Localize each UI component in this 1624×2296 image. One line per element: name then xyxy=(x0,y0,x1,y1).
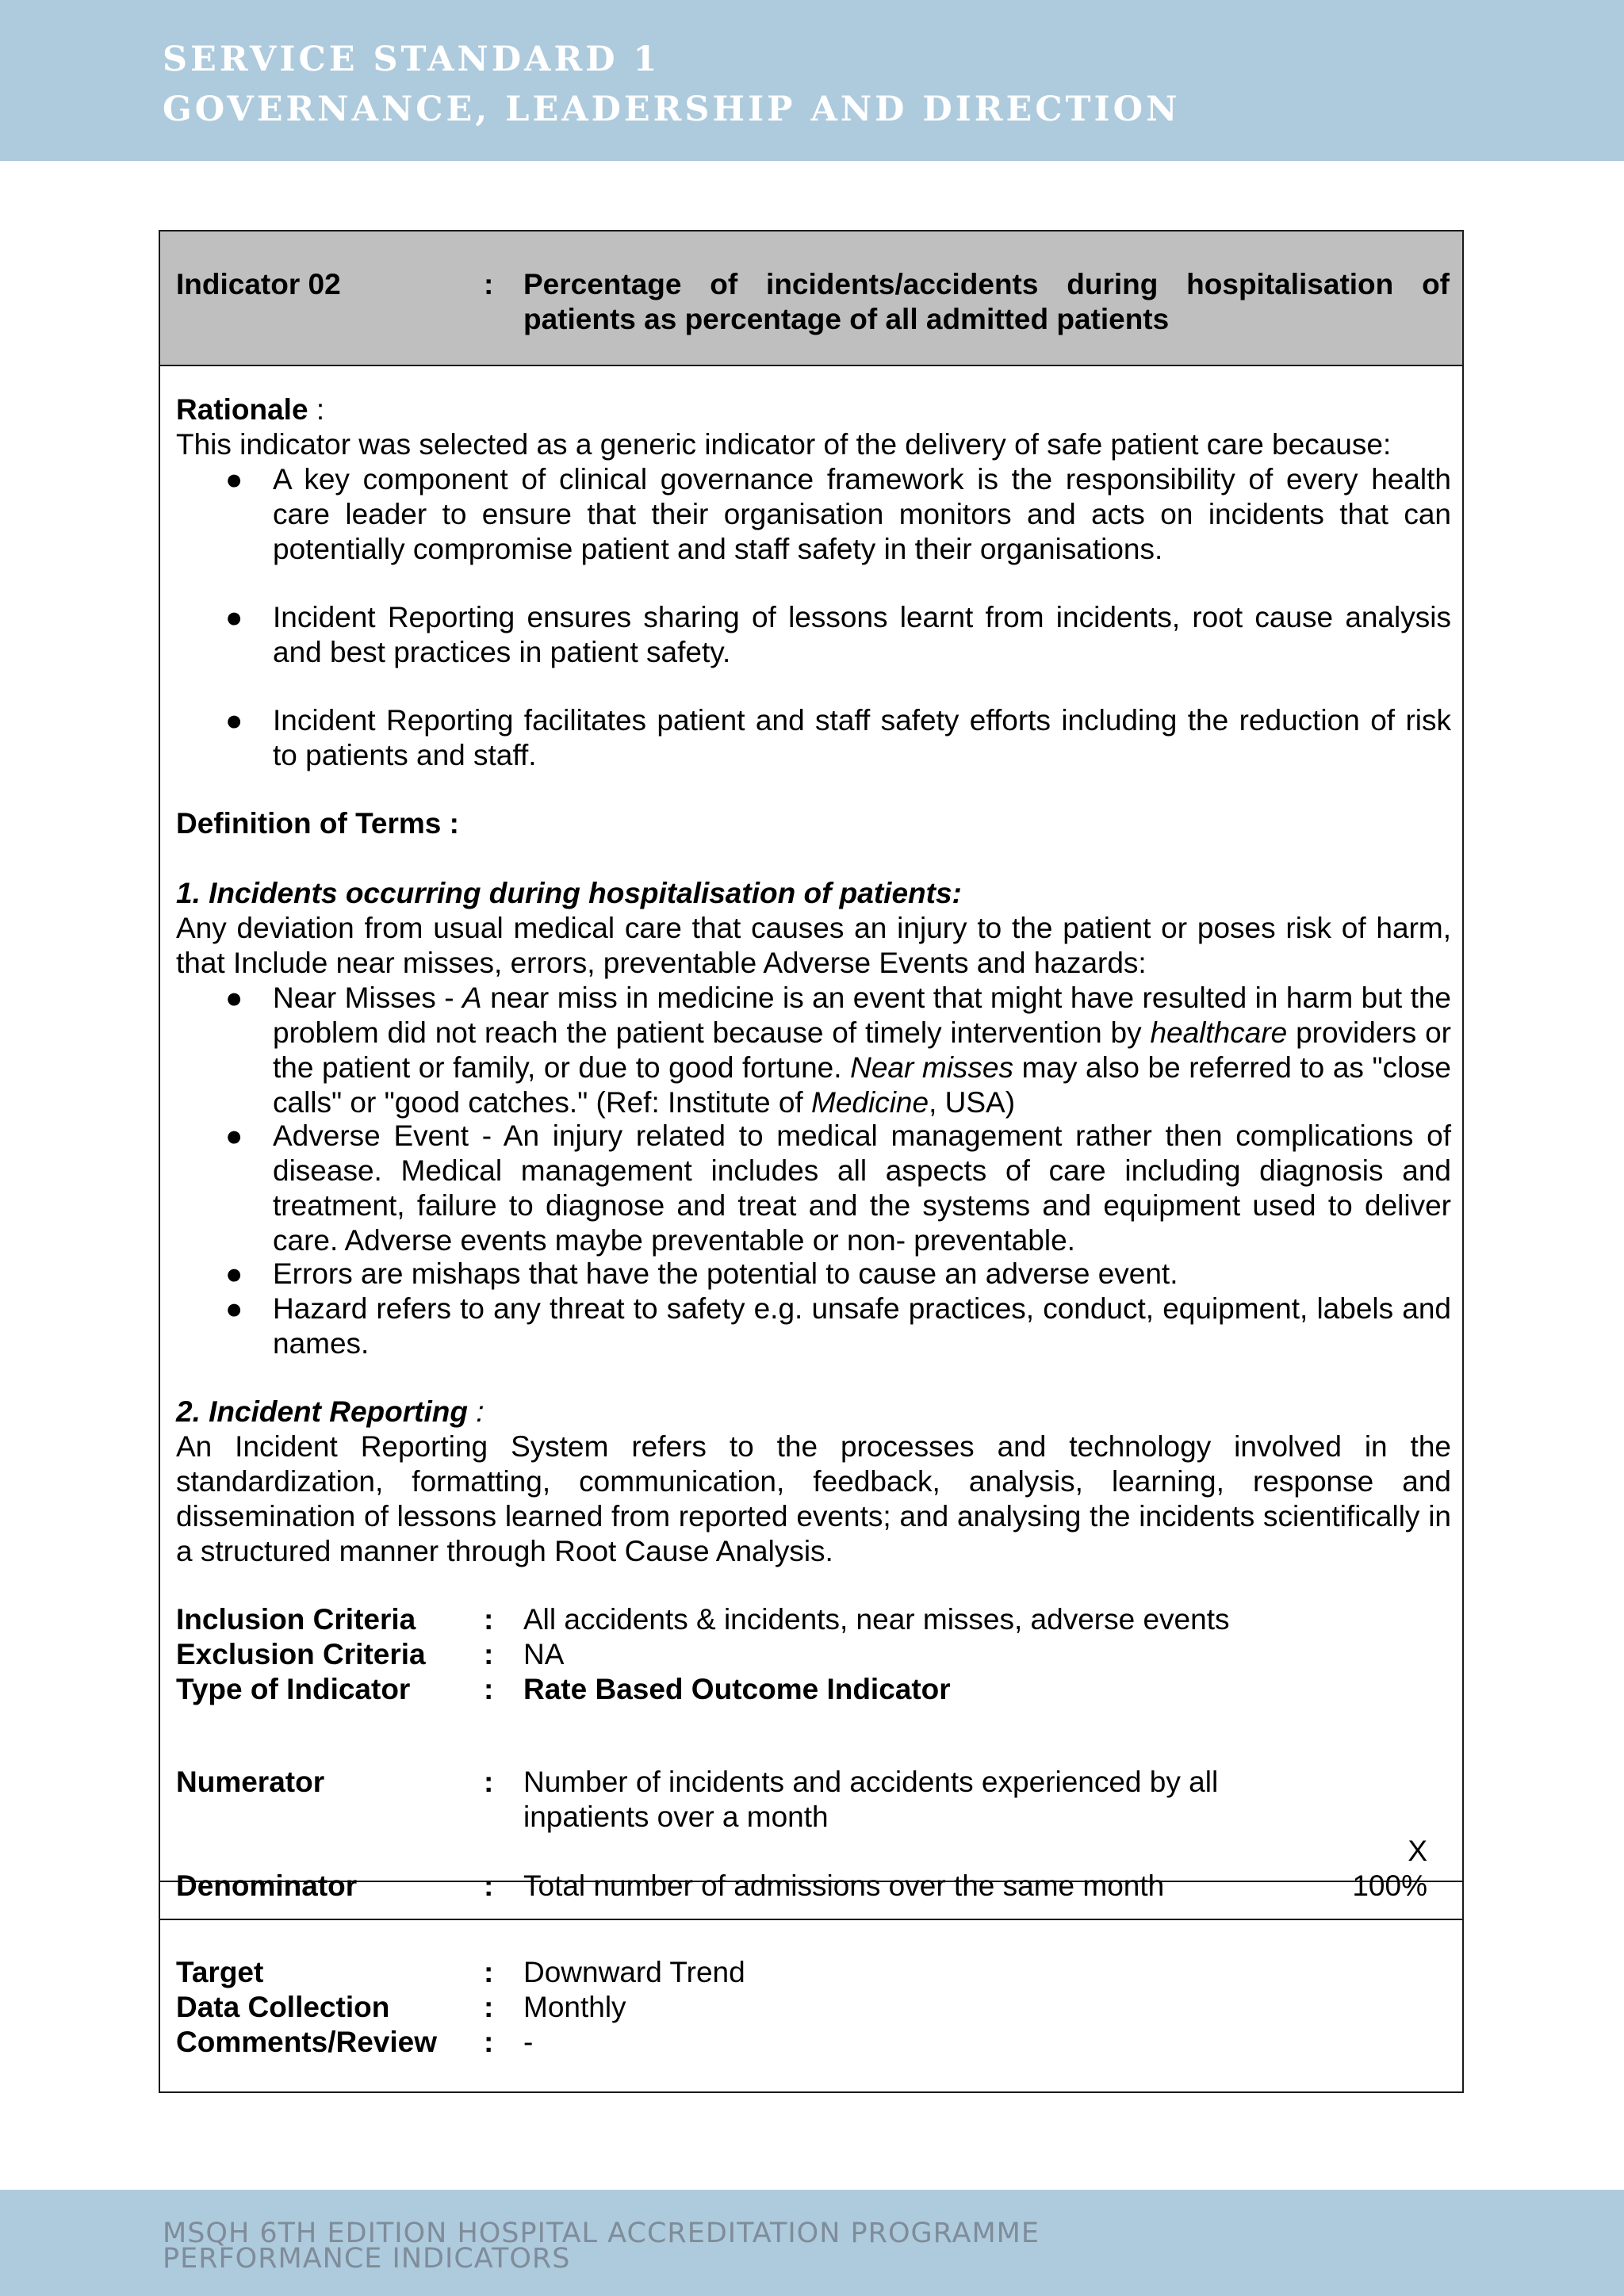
type-value: Rate Based Outcome Indicator xyxy=(523,1673,951,1705)
target-value: Downward Trend xyxy=(523,1956,745,1988)
target-label: Target xyxy=(176,1956,264,1988)
colon: : xyxy=(484,1869,494,1902)
colon: : xyxy=(484,2026,494,2058)
bullet: ● xyxy=(225,1257,243,1290)
bullet: ● xyxy=(225,601,243,633)
indicator-row xyxy=(160,232,1462,366)
bullet: ● xyxy=(225,1119,243,1152)
header-title: GOVERNANCE, LEADERSHIP AND DIRECTION xyxy=(163,90,1181,129)
near-miss-definition: Near Misses - A near miss in medicine is an event that might have resulted in harm but the problem did not reach the patient because of timely intervention by healthcare providers or the patient or family, or due to good fortune. Near misses may also be referred to as "close calls" or "good catches." (Ref: Institute of Medicine, USA) xyxy=(273,982,1451,1119)
denominator-label: Denominator xyxy=(176,1869,358,1902)
bullet: ● xyxy=(225,982,243,1014)
footer-programme: MSQH 6TH EDITION HOSPITAL ACCREDITATION PROGRAMME xyxy=(163,2218,1040,2249)
colon: : xyxy=(484,268,494,300)
description-section xyxy=(160,366,1462,1882)
inclusion-value: All accidents & incidents, near misses, adverse events xyxy=(523,1603,1230,1636)
header-standard: SERVICE STANDARD 1 xyxy=(163,40,661,79)
numerator-value: Number of incidents and accidents experienced by all inpatients over a month xyxy=(523,1766,1219,1833)
errors-definition: Errors are mishaps that have the potential to cause an adverse event. xyxy=(273,1257,1178,1290)
definition-heading: Definition of Terms : xyxy=(176,807,459,840)
type-label: Type of Indicator xyxy=(176,1673,411,1705)
exclusion-label: Exclusion Criteria xyxy=(176,1638,426,1670)
denominator-value: Total number of admissions over the same month xyxy=(523,1869,1165,1902)
term2-text: An Incident Reporting System refers to the processes and technology involved in the standardization, formatting, communication, feedback, analysis, learning, response and dissemination of lessons learned from reported events; and analysing the incidents scientifically in a structured manner through Root Cause Analysis. xyxy=(176,1430,1451,1567)
inclusion-label: Inclusion Criteria xyxy=(176,1603,416,1636)
rationale-intro: This indicator was selected as a generic indicator of the delivery of safe patient care because: xyxy=(176,428,1392,461)
exclusion-value: NA xyxy=(523,1638,565,1670)
indicator-table xyxy=(159,230,1464,2093)
colon: : xyxy=(484,1991,494,2023)
comments-value: - xyxy=(523,2026,534,2058)
hazard-definition: Hazard refers to any threat to safety e.g. unsafe practices, conduct, equipment, labels and names. xyxy=(273,1292,1451,1360)
term1-heading: 1. Incidents occurring during hospitalisation of patients: xyxy=(176,877,962,909)
term1-intro: Any deviation from usual medical care that causes an injury to the patient or poses risk of harm, that Include near misses, errors, preventable Adverse Events and hazards: xyxy=(176,912,1451,979)
term2-heading: 2. Incident Reporting : xyxy=(176,1395,485,1428)
rationale-heading: Rationale : xyxy=(176,393,325,426)
page-header xyxy=(0,0,1624,161)
rationale-bullet-3: Incident Reporting facilitates patient and staff safety efforts including the reduction of risk to patients and staff. xyxy=(273,704,1451,771)
data-collection-value: Monthly xyxy=(523,1991,626,2023)
bullet: ● xyxy=(225,1292,243,1325)
indicator-title: Percentage of incidents/accidents during hospitalisation of patients as percentage of all admitted patients xyxy=(523,268,1450,335)
colon: : xyxy=(484,1766,494,1798)
footer-subtitle: PERFORMANCE INDICATORS xyxy=(163,2243,571,2275)
target-section xyxy=(160,1920,1462,2093)
colon: : xyxy=(484,1673,494,1705)
rationale-bullet-2: Incident Reporting ensures sharing of lessons learnt from incidents, root cause analysis and best practices in patient safety. xyxy=(273,601,1451,668)
adverse-event-definition: Adverse Event - An injury related to medical management rather then complications of disease. Medical management includes all aspects of care including diagnosis and treatment, failure to diagnose and treat and the systems and equipment used to deliver care. Adverse events maybe preventable or non- preventable. xyxy=(273,1119,1451,1257)
colon: : xyxy=(484,1638,494,1670)
bullet: ● xyxy=(225,463,243,496)
comments-label: Comments/Review xyxy=(176,2026,437,2058)
numerator-label: Numerator xyxy=(176,1766,325,1798)
colon: : xyxy=(484,1956,494,1988)
bullet: ● xyxy=(225,704,243,737)
indicator-label: Indicator 02 xyxy=(176,268,341,300)
colon: : xyxy=(484,1603,494,1636)
multiplier: X 100% xyxy=(1352,1835,1427,1902)
page-footer xyxy=(0,2190,1624,2296)
formula-section xyxy=(160,1747,1462,1920)
rationale-bullet-1: A key component of clinical governance framework is the responsibility of every health care leader to ensure that their organisation monitors and acts on incidents that can potentially compromise patient and staff safety in their organisations. xyxy=(273,463,1451,565)
data-collection-label: Data Collection xyxy=(176,1991,390,2023)
